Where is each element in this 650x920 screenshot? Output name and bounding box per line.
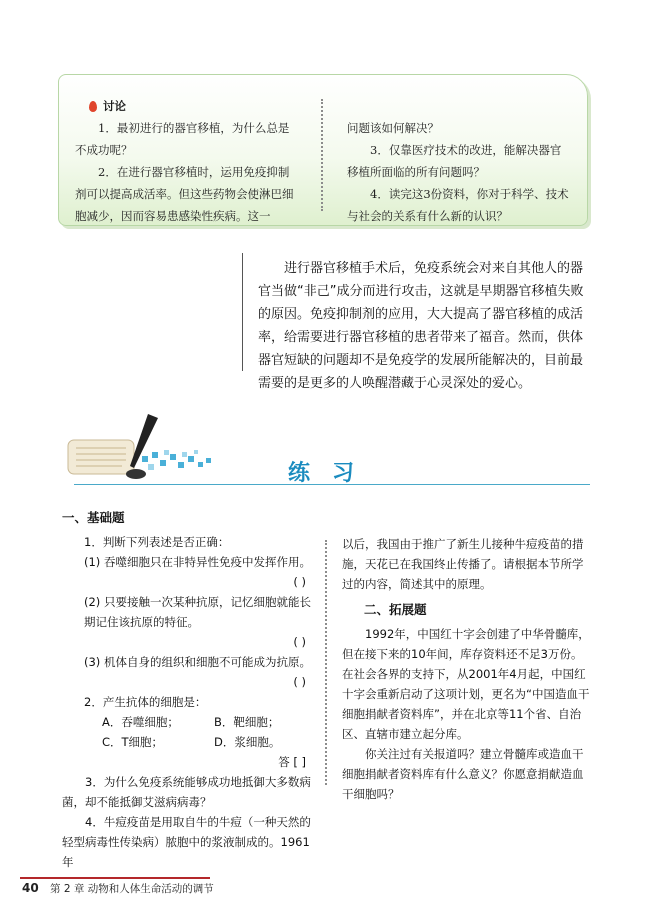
paragraph-rule	[242, 253, 243, 371]
answer-paren: ( )	[293, 575, 306, 589]
question-text: 3．为什么免疫系统能够成功地抵御大多数病菌，却不能抵御艾滋病病毒？	[62, 775, 311, 809]
answer-paren: ( )	[293, 635, 306, 649]
section-title: 二、拓展题	[364, 602, 427, 617]
option-d: D．浆细胞。	[214, 735, 281, 749]
drop-icon	[89, 101, 97, 112]
extension-paragraph: 你关注过有关报道吗？建立骨髓库或造血干细胞捐献者资料库有什么意义？你愿意捐献造血干细胞吗？	[342, 747, 584, 801]
extension-paragraph: 1992年，中国红十字会创建了中华骨髓库，但在接下来的10年间，库存资料还不足3万份。在社会各界的支持下，从2001年4月起，中国红十字会重新启动了这项计划，更名为“中国造血干细胞捐献者资料库”，并在北京等11个省、自治区、直辖市建立起分库。	[342, 627, 590, 741]
chapter-title: 第 2 章 动物和人体生命活动的调节	[50, 883, 214, 895]
discussion-question: 3．仅靠医疗技术的改进，能解决器官移植所面临的所有问题吗？	[347, 143, 562, 179]
scroll-quill-icon	[66, 412, 216, 482]
option-grid	[62, 712, 312, 752]
section-title: 一、基础题	[62, 510, 125, 525]
discussion-title: 讨论	[103, 99, 126, 113]
judgement-item: (2) 只要接触一次某种抗原，记忆细胞就能长期记住该抗原的特征。	[84, 595, 311, 629]
page-number: 40	[22, 881, 39, 895]
banner-rule	[74, 484, 590, 485]
question-text: 4．牛痘疫苗是用取自牛的牛痘（一种天然的轻型病毒性传染病）脓胞中的浆液制成的。1961年	[62, 815, 311, 869]
judgement-item: (1) 吞噬细胞只在非特异性免疫中发挥作用。	[84, 555, 311, 569]
discussion-heading	[89, 95, 297, 117]
discussion-left-column	[75, 95, 297, 227]
discussion-right-column	[347, 117, 569, 227]
footer-rule	[20, 877, 210, 879]
intro-paragraph: 进行器官移植手术后，免疫系统会对来自其他人的器官当做“非己”成分而进行攻击，这就是早期器官移植失败的原因。免疫抑制剂的应用，大大提高了器官移植的成活率，给需要进行器官移植的患者带来了福音。然而，供体器官短缺的问题却不是免疫学的发展所能解决的，目前最需要的是更多的人唤醒潜藏于心灵深处的爱心。	[258, 261, 584, 391]
question-text: 2．产生抗体的细胞是：	[84, 695, 207, 709]
question-continuation: 以后，我国由于推广了新生儿接种牛痘疫苗的措施，天花已在我国终止传播了。请根据本节所学过的内容，简述其中的原理。	[342, 537, 584, 591]
judgement-item: (3) 机体自身的组织和细胞不可能成为抗原。	[84, 655, 311, 669]
option-c: C．T细胞；	[102, 735, 164, 749]
column-divider	[325, 540, 327, 785]
right-column	[342, 534, 590, 804]
basic-questions-column	[62, 508, 312, 872]
exercise-title: 练习	[288, 461, 377, 486]
answer-bracket: 答 [ ]	[278, 755, 306, 769]
discussion-question: 4．读完这3份资料，你对于科学、技术与社会的关系有什么新的认识？	[347, 187, 569, 223]
question-text: 1．判断下列表述是否正确：	[84, 535, 230, 549]
page-footer	[22, 881, 214, 896]
column-divider	[321, 99, 323, 211]
discussion-question: 问题该如何解决？	[347, 121, 439, 135]
answer-paren: ( )	[293, 675, 306, 689]
option-b: B．靶细胞；	[214, 715, 280, 729]
discussion-question: 2．在进行器官移植时，运用免疫抑制剂可以提高成活率。但这些药物会使淋巴细胞减少，因而容易患感染性疾病。这一	[75, 165, 294, 223]
discussion-question: 1．最初进行的器官移植，为什么总是不成功呢？	[75, 121, 290, 157]
discussion-box	[58, 74, 588, 226]
option-a: A．吞噬细胞；	[102, 715, 179, 729]
